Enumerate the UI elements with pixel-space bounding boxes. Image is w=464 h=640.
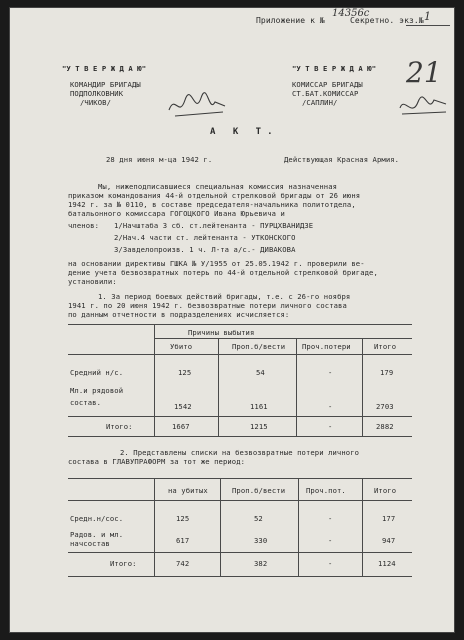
handwritten-number: 14356с xyxy=(332,8,370,19)
cell-missing: 1161 xyxy=(250,402,268,411)
para2-line: 2. Представлены списки на безвозвратные потери личного xyxy=(120,448,360,457)
date-line: 28 дня июня м-ца 1942 г. xyxy=(106,155,213,164)
cell-other: - xyxy=(328,514,333,523)
table1-col-header: Проч.потери xyxy=(302,342,351,351)
cell-missing: 382 xyxy=(254,559,268,568)
intro-line: батальонного комиссара ГОГОЦКОГО Ивана Юрьевича и xyxy=(68,209,285,218)
row-label-2: состав. xyxy=(70,398,101,407)
approve-right-line: КОМИССАР БРИГАДЫ xyxy=(292,80,363,89)
para1-line: 1941 г. по 20 июня 1942 г. безвозвратные потери личного состава xyxy=(68,301,347,310)
table1-col-header: Убито xyxy=(170,342,193,351)
table1-group-header: Причины выбытия xyxy=(188,328,255,337)
row-label: Мл.и рядовой xyxy=(70,386,124,395)
cell-total: 177 xyxy=(382,514,396,523)
cell-total: 2703 xyxy=(376,402,394,411)
table2-col-header: Проп.б/вести xyxy=(232,486,286,495)
intro-line: 1942 г. за № 0110, в составе председателя-начальника политотдела, xyxy=(68,200,356,209)
cell-killed: 1667 xyxy=(172,422,190,431)
approve-right-line: СТ.БАТ.КОМИССАР xyxy=(292,89,359,98)
table1-col-header: Проп.б/вести xyxy=(232,342,286,351)
margin-handwritten-number: 21 xyxy=(406,56,442,89)
signature-left xyxy=(165,88,235,128)
header-annex: Приложение к № xyxy=(256,16,325,25)
cell-total: 947 xyxy=(382,536,396,545)
approve-left-title: "У Т В Е Р Ж Д А Ю" xyxy=(62,64,147,73)
cell-total: 1124 xyxy=(378,559,396,568)
cell-other: - xyxy=(328,402,333,411)
para1-line: по данным отчетности в подразделениях исчисляется: xyxy=(68,310,290,319)
members-label: членов: xyxy=(68,221,99,230)
row-label: Радов. и мл. xyxy=(70,530,124,539)
cell-missing: 1215 xyxy=(250,422,268,431)
basis-line: на основании директивы ГШКА № У/1955 от 25.05.1942 г. проверили ве- xyxy=(68,259,365,268)
para2-line: состава в ГЛАВУПРАФОРМ за тот же период: xyxy=(68,457,246,466)
approve-left-line: КОМАНДИР БРИГАДЫ xyxy=(70,80,141,89)
member-line: 1/Начштаба 3 сб. ст.лейтенанта - ПУРЦХВАНИДЗЕ xyxy=(114,221,314,230)
cell-total: 2882 xyxy=(376,422,394,431)
para1-line: 1. За период боевых действий бригады, т.е. с 26-го ноября xyxy=(98,292,351,301)
row-label: Итого: xyxy=(110,559,137,568)
approve-left-line: ПОДПОЛКОВНИК xyxy=(70,89,124,98)
row-label: Итого: xyxy=(106,422,133,431)
cell-other: - xyxy=(328,559,333,568)
row-label: Средн.н/сос. xyxy=(70,514,124,523)
cell-killed: 125 xyxy=(176,514,190,523)
place-line: Действующая Красная Армия. xyxy=(284,155,400,164)
signature-right xyxy=(396,90,452,124)
intro-line: приказом командования 44-й отдельной стрелковой бригады от 26 июня xyxy=(68,191,361,200)
copy-underline xyxy=(406,25,450,26)
basis-line: установили: xyxy=(68,277,117,286)
approve-right-line: /САПЛИН/ xyxy=(302,98,338,107)
table2-col-header: Проч.пот. xyxy=(306,486,346,495)
approve-left-line: /ЧИКОВ/ xyxy=(80,98,111,107)
intro-line: Мы, нижеподписавшиеся специальная комиссия назначенная xyxy=(98,182,338,191)
cell-killed: 617 xyxy=(176,536,190,545)
approve-right-title: "У Т В Е Р Ж Д А Ю" xyxy=(292,64,377,73)
cell-other: - xyxy=(328,368,333,377)
header-secret: Секретно. экз.№ xyxy=(350,16,424,25)
table1-col-header: Итого xyxy=(374,342,397,351)
row-label: Средний н/с. xyxy=(70,368,124,377)
table2-col-header: на убитых xyxy=(168,486,208,495)
cell-missing: 54 xyxy=(256,368,265,377)
cell-killed: 1542 xyxy=(174,402,192,411)
doc-title: А К Т. xyxy=(210,127,279,137)
member-line: 2/Нач.4 части ст. лейтенанта - УТКОНСКОГО xyxy=(114,233,296,242)
cell-total: 179 xyxy=(380,368,394,377)
cell-missing: 52 xyxy=(254,514,263,523)
handwritten-copy-number: 1 xyxy=(424,10,431,23)
basis-line: дение учета безвозвратных потерь по 44-й отдельной стрелковой бригаде, xyxy=(68,268,378,277)
cell-other: - xyxy=(328,422,333,431)
cell-killed: 125 xyxy=(178,368,192,377)
row-label-2: начсостав xyxy=(70,539,110,548)
cell-killed: 742 xyxy=(176,559,190,568)
member-line: 3/Завделопроизв. 1 ч. Л-та а/с.- ДИВАКОВА xyxy=(114,245,296,254)
document-page xyxy=(10,8,454,632)
cell-other: - xyxy=(328,536,333,545)
cell-missing: 330 xyxy=(254,536,268,545)
table2-col-header: Итого xyxy=(374,486,397,495)
